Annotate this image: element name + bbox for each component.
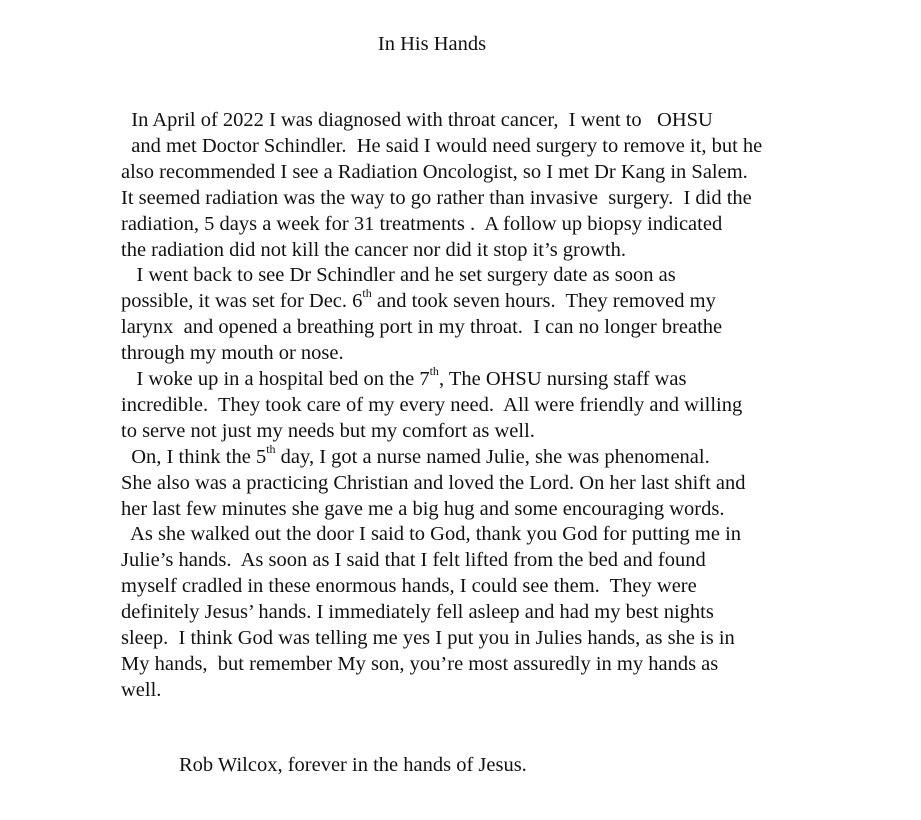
body-line-text: myself cradled in these enormous hands, I could see them. They were <box>121 575 697 598</box>
body-line-text: to serve not just my needs but my comfort as well. <box>121 419 535 442</box>
body-line-text: radiation, 5 days a week for 31 treatments . A follow up biopsy indicated <box>121 212 723 235</box>
body-line-text: I woke up in a hospital bed on the 7 <box>121 368 430 390</box>
body-line-text: also recommended I see a Radiation Oncologist, so I met Dr Kang in Salem. <box>121 160 748 183</box>
body-line <box>121 441 710 470</box>
body-line <box>121 418 535 444</box>
body-line-text: sleep. I think God was telling me yes I put you in Julies hands, as she is in <box>121 627 735 649</box>
signature-line: Rob Wilcox, forever in the hands of Jesus. <box>179 754 527 776</box>
body-line <box>121 573 697 599</box>
body-line-text-continued: day, I got a nurse named Julie, she was phenomenal. <box>275 445 710 468</box>
body-line-text: definitely Jesus’ hands. I immediately fell asleep and had my best nights <box>121 601 714 624</box>
body-line <box>121 314 722 340</box>
body-line <box>121 496 724 522</box>
body-line <box>121 392 742 418</box>
body-line <box>121 625 735 651</box>
body-line-text: well. <box>121 678 162 701</box>
body-line-text: I went back to see Dr Schindler and he set surgery date as soon as <box>121 264 676 287</box>
body-line-text-continued: and took seven hours. They removed my <box>371 290 716 313</box>
body-line-text: As she walked out the door I said to God, thank you God for putting me in <box>121 523 742 546</box>
body-line <box>121 677 161 703</box>
body-line <box>121 288 716 314</box>
body-line <box>121 185 752 211</box>
body-line-text: through my mouth or nose. <box>121 342 344 365</box>
body-line-text: It seemed radiation was the way to go rather than invasive surgery. I did the <box>121 186 752 209</box>
body-line <box>121 470 746 496</box>
body-line <box>121 211 722 237</box>
body-line <box>121 262 676 288</box>
body-line <box>121 547 706 573</box>
ordinal-superscript: th <box>429 364 439 379</box>
body-line-text: Julie’s hands. As soon as I said that I felt lifted from the bed and found <box>121 549 706 572</box>
body-line <box>121 133 762 159</box>
body-line <box>121 107 713 133</box>
body-line-text: and met Doctor Schindler. He said I would need surgery to remove it, but he <box>121 134 763 157</box>
body-line-text: the radiation did not kill the cancer nor did it stop it’s growth. <box>121 238 627 261</box>
body-line <box>121 340 344 366</box>
body-line-text: In April of 2022 I was diagnosed with throat cancer, I went to OHSU <box>121 109 713 131</box>
body-line-text: On, I think the 5 <box>121 445 267 468</box>
body-line <box>121 521 741 547</box>
body-line-text-continued: , The OHSU nursing staff was <box>438 368 687 390</box>
body-line-text: possible, it was set for Dec. 6 <box>121 290 363 313</box>
ordinal-superscript: th <box>266 441 276 456</box>
body-line <box>121 237 626 263</box>
body-line-text: My hands, but remember My son, you’re most assuredly in my hands as <box>121 652 719 675</box>
body-line <box>121 366 686 392</box>
body-line <box>121 159 748 185</box>
ordinal-superscript: th <box>362 286 372 301</box>
body-line-text: larynx and opened a breathing port in my throat. I can no longer breathe <box>121 316 723 339</box>
body-line-text: incredible. They took care of my every need. All were friendly and willing <box>121 393 743 416</box>
document-title: In His Hands <box>377 33 487 55</box>
body-line <box>121 599 714 625</box>
body-line-text: her last few minutes she gave me a big hug and some encouraging words. <box>121 497 725 520</box>
body-line-text: She also was a practicing Christian and loved the Lord. On her last shift and <box>121 471 746 494</box>
body-line <box>121 651 718 677</box>
